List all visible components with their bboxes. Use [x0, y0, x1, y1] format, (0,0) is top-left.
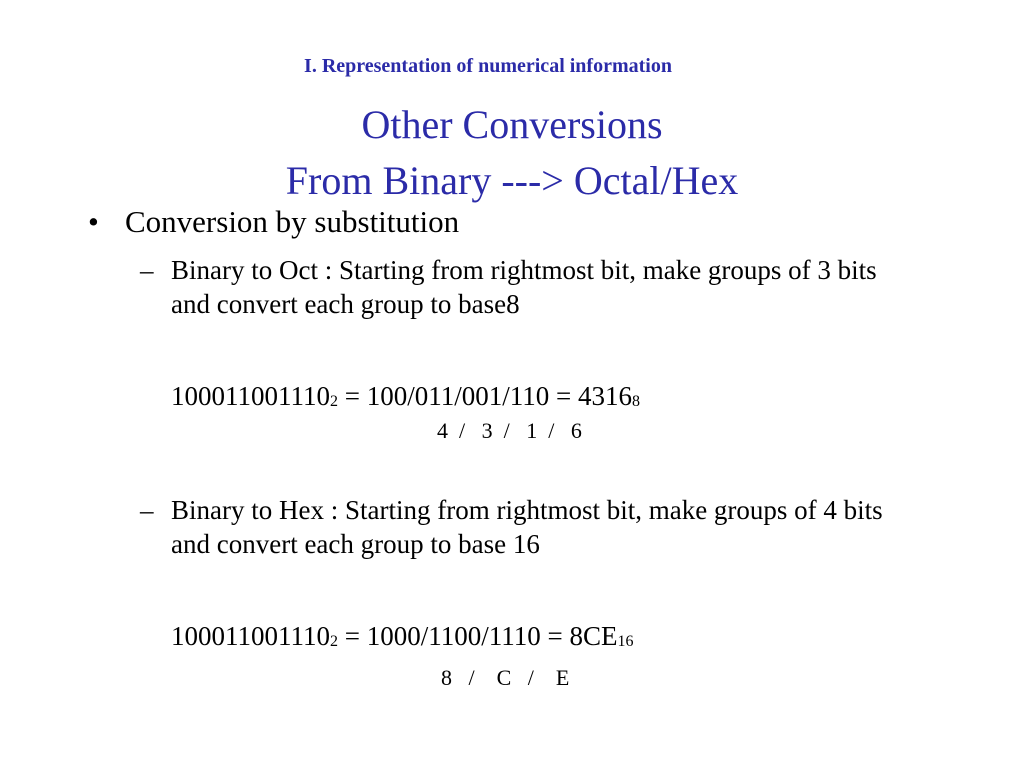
- oct-expression-rest: = 100/011/001/110 = 4316: [338, 381, 632, 411]
- hex-subitem: [140, 493, 900, 561]
- hex-expression-rest: = 1000/1100/1110 = 8CE: [338, 621, 618, 651]
- bullet-marker: •: [88, 204, 99, 239]
- section-header: I. Representation of numerical information: [304, 55, 672, 77]
- hex-expression: [171, 619, 633, 658]
- slide-title-line1: Other Conversions: [361, 102, 663, 147]
- bullet-text: Conversion by substitution: [125, 204, 460, 239]
- oct-description: Binary to Oct : Starting from rightmost bit, make groups of 3 bits and convert each group to base8: [171, 255, 877, 319]
- oct-binary-value: 100011001110: [171, 381, 330, 411]
- oct-binary-base: 2: [330, 393, 338, 410]
- oct-subitem: [140, 253, 900, 321]
- hex-binary-value: 100011001110: [171, 621, 330, 651]
- hex-result-base: 16: [617, 633, 634, 650]
- oct-dash: –: [140, 255, 154, 285]
- hex-dash: –: [140, 495, 154, 525]
- oct-expression: [171, 379, 640, 418]
- bullet-item: [88, 202, 459, 242]
- slide-title-line2: From Binary ---> Octal/Hex: [285, 158, 739, 203]
- oct-groups: 4 / 3 / 1 / 6: [437, 418, 582, 443]
- oct-result-base: 8: [631, 393, 640, 410]
- hex-description: Binary to Hex : Starting from rightmost bit, make groups of 4 bits and convert each group to base 16: [171, 495, 883, 559]
- hex-groups: 8 / C / E: [441, 665, 570, 690]
- hex-binary-base: 2: [330, 633, 338, 650]
